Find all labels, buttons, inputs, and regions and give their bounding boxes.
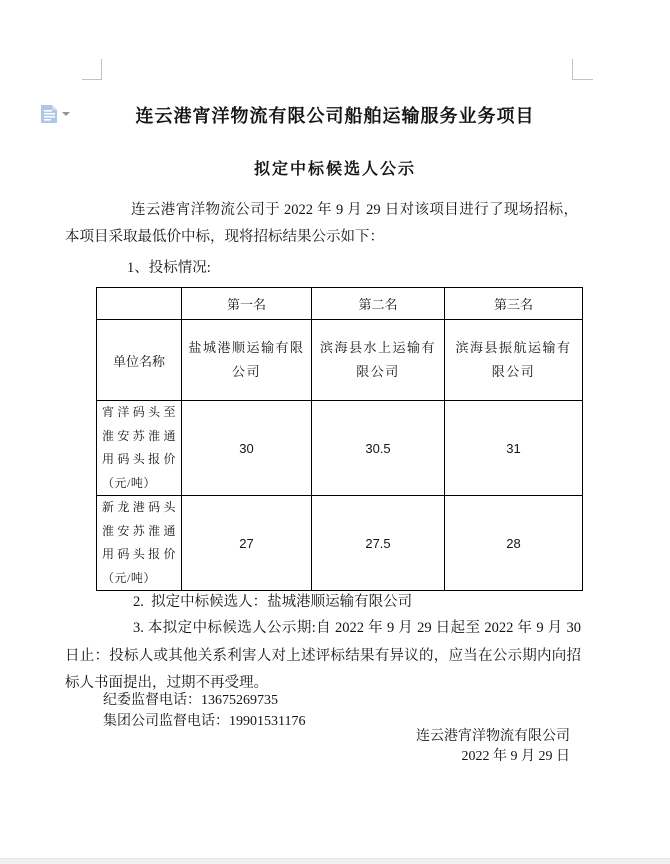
table-row-xiaoyang-price <box>97 401 583 496</box>
bottom-edge-bar <box>0 858 670 864</box>
table-corner-cell <box>97 288 182 320</box>
intro-paragraph: 连云港宵洋物流公司于 2022 年 9 月 29 日对该项目进行了现场招标，本项目采取最低价中标，现将招标结果公示如下： <box>65 202 578 245</box>
column-header-third: 第三名 <box>445 288 583 320</box>
table-header-row <box>97 288 583 320</box>
price-cell: 27 <box>182 496 312 591</box>
text-boundary-mark-right <box>572 79 593 80</box>
text-boundary-mark-left <box>82 79 102 80</box>
group-phone-line: 集团公司监督电话：19901531176 <box>103 713 306 729</box>
page-subtitle: 拟定中标候选人公示 <box>253 161 416 178</box>
page-title: 连云港宵洋物流有限公司船舶运输服务业务项目 <box>135 106 535 126</box>
price-cell: 30 <box>182 401 312 496</box>
text-boundary-mark-right <box>572 59 573 80</box>
company-cell: 盐城港顺运输有限公司 <box>182 320 312 401</box>
price-cell: 28 <box>445 496 583 591</box>
company-cell: 滨海县振航运输有限公司 <box>445 320 583 401</box>
price-cell: 27.5 <box>312 496 445 591</box>
company-cell: 滨海县水上运输有限公司 <box>312 320 445 401</box>
discipline-phone-line: 纪委监督电话：13675269735 <box>103 693 278 708</box>
bid-results-table <box>96 287 583 591</box>
price-cell: 30.5 <box>312 401 445 496</box>
row-label: 单位名称 <box>97 320 182 401</box>
item3-publicity-period: 3. 本拟定中标候选人公示期:自 2022 年 9 月 29 日起至 2022 年 9 月 30 日止：投标人或其他关系利害人对上述评标结果有异议的，应当在公示期内向招标人书面提出，过期不再受理。 <box>65 620 585 691</box>
table-row-company-names <box>97 320 583 401</box>
table-row-xinlonggang-price <box>97 496 583 591</box>
price-cell: 31 <box>445 401 583 496</box>
column-header-second: 第二名 <box>312 288 445 320</box>
item2-candidate: 2. 拟定中标候选人：盐城港顺运输有限公司 <box>133 594 413 610</box>
column-header-first: 第一名 <box>182 288 312 320</box>
signature-block <box>416 727 570 767</box>
section1-heading: 1、投标情况: <box>127 260 211 276</box>
signature-date: 2022 年 9 月 29 日 <box>461 749 570 764</box>
row-label: 新龙港码头淮安苏淮通用码头报价（元/吨） <box>97 496 182 591</box>
signature-company: 连云港宵洋物流有限公司 <box>416 729 570 744</box>
supervision-phones <box>103 691 305 732</box>
text-boundary-mark-left <box>101 59 102 80</box>
row-label: 宵洋码头至淮安苏淮通用码头报价（元/吨） <box>97 401 182 496</box>
